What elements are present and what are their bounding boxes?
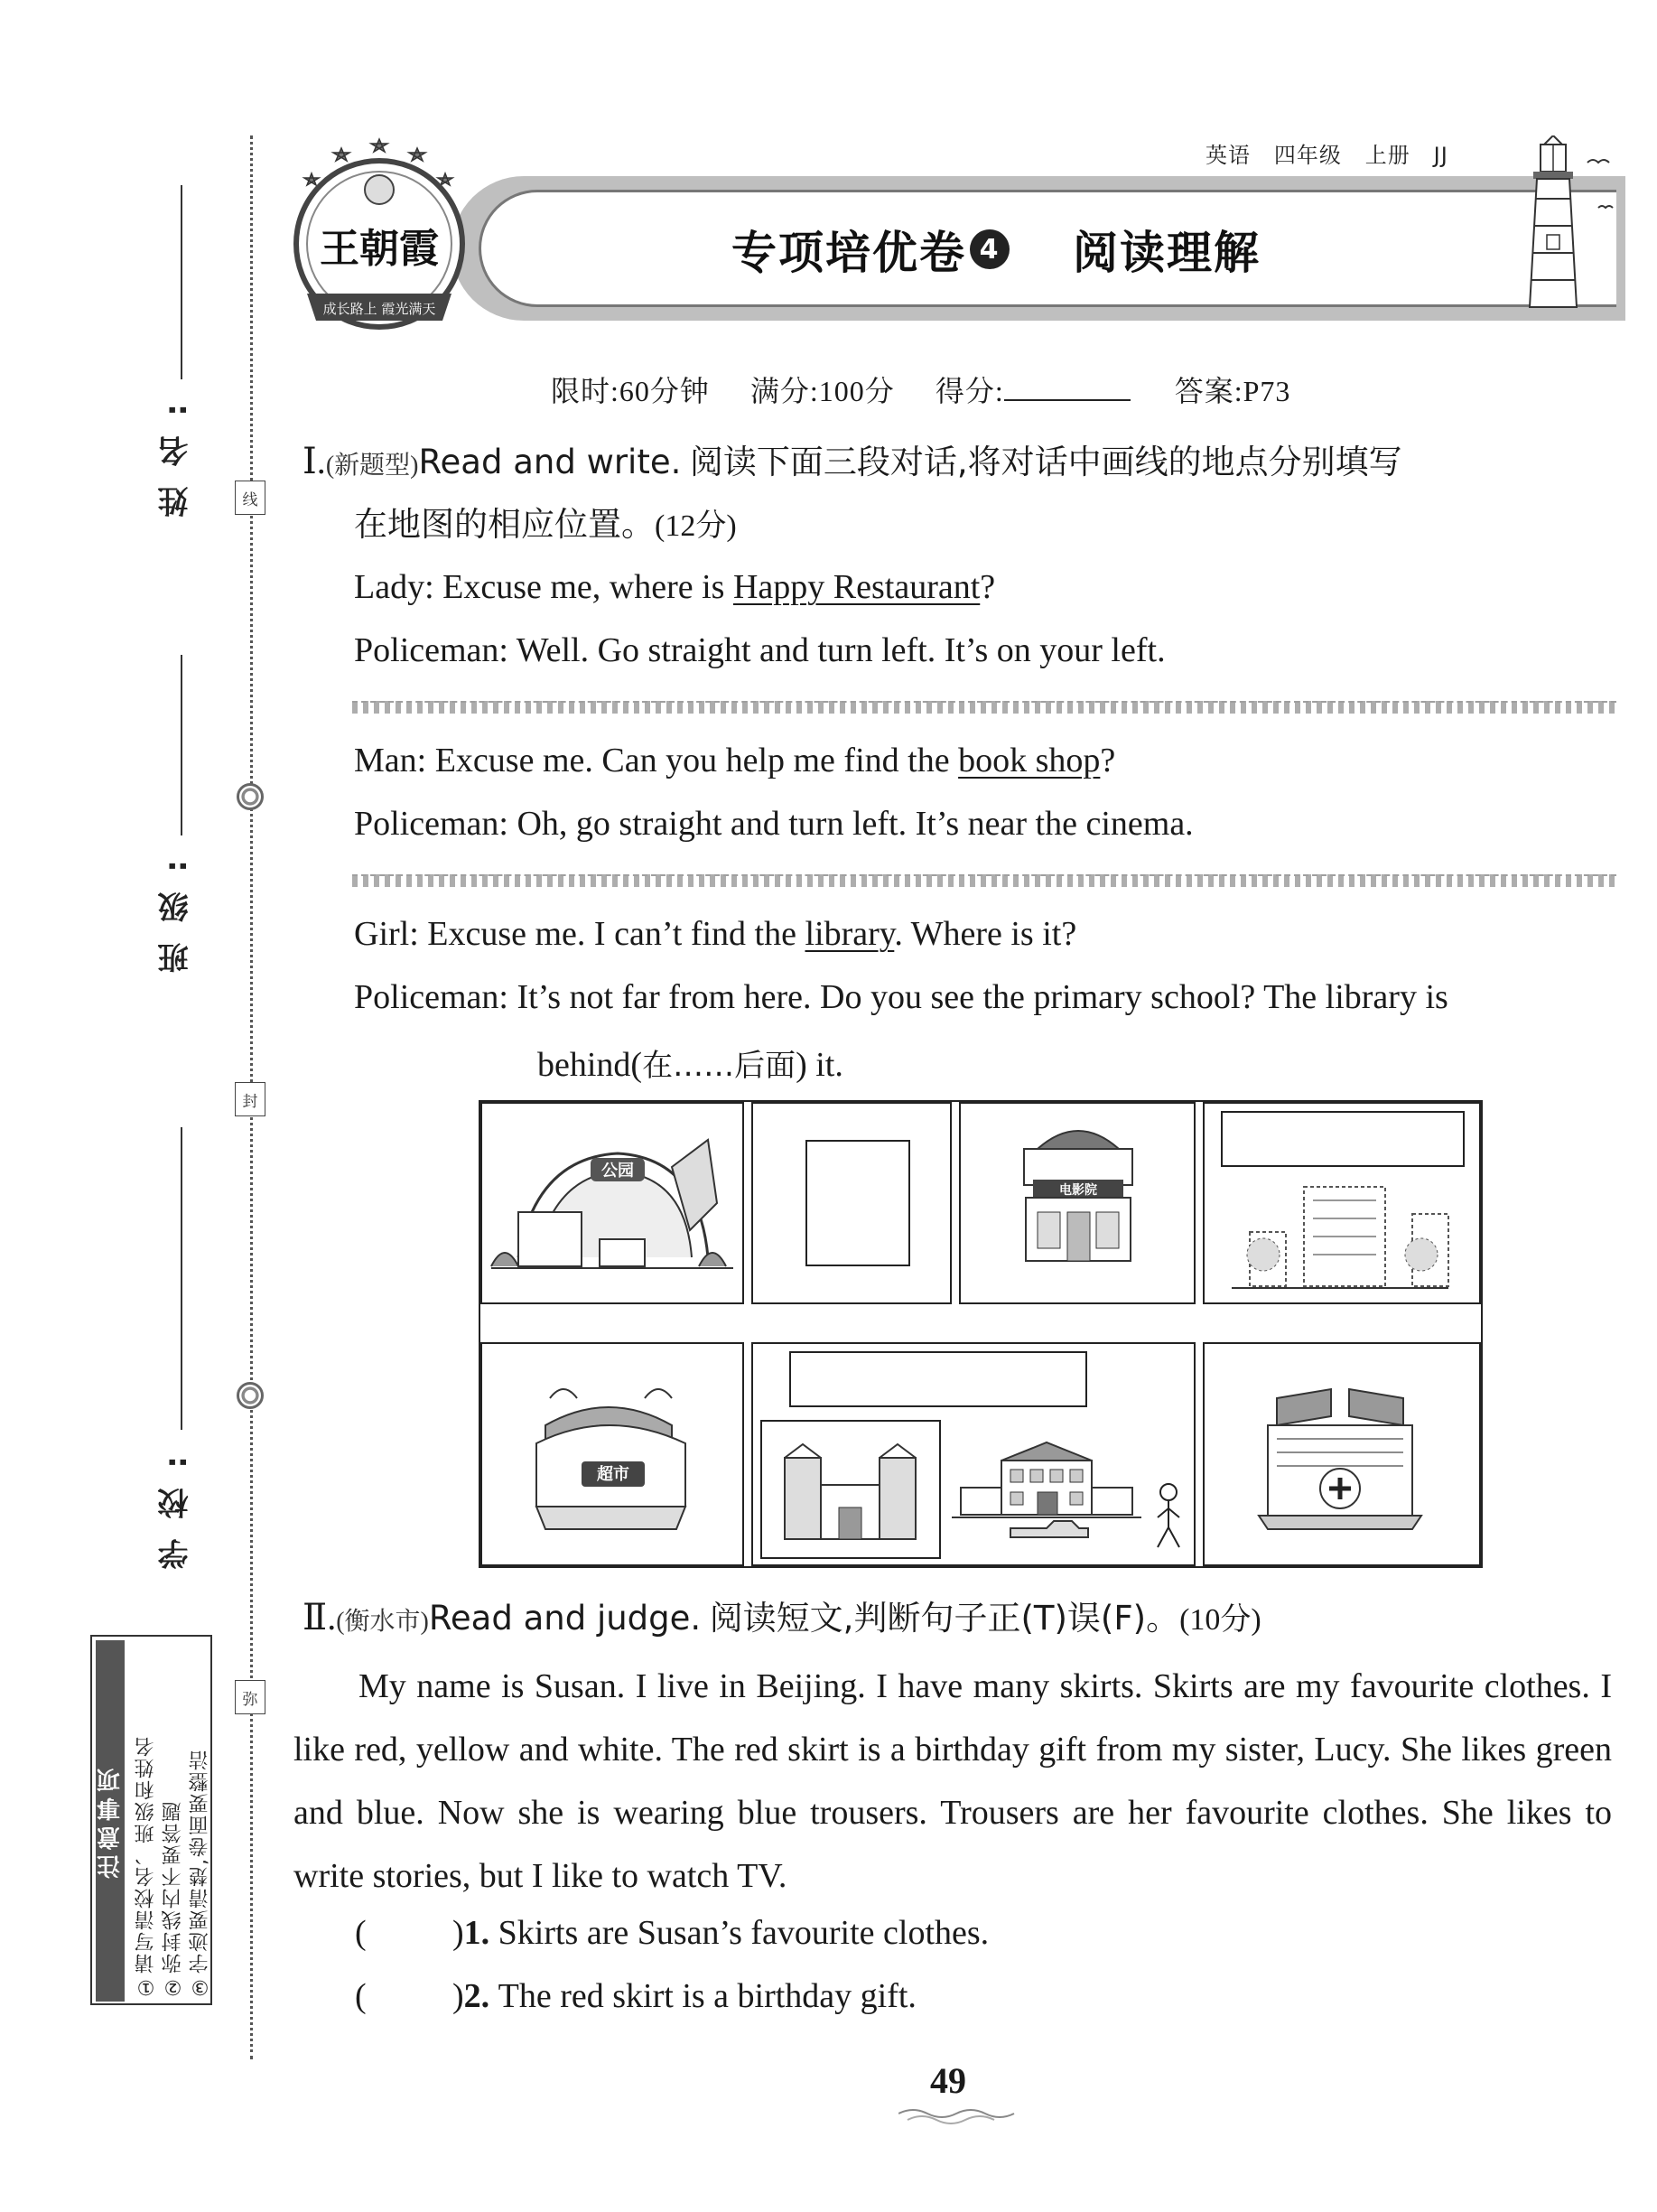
fill-in-box-1[interactable] xyxy=(805,1140,910,1266)
section-1-roman: Ⅰ. xyxy=(303,441,326,481)
dialog-1-line-2: Policeman: Well. Go straight and turn left. It’s on your left. xyxy=(354,631,1166,669)
binding-mark-seal-2: 弥 xyxy=(235,1680,265,1714)
underlined-place-bookshop: book shop xyxy=(958,742,1101,779)
page-number: 49 xyxy=(930,2060,966,2101)
binding-gear-icon xyxy=(237,783,264,810)
person-icon xyxy=(1150,1481,1187,1554)
dialog-3-line-1: Girl: Excuse me. I can’t find the library. Where is it? xyxy=(354,915,1077,953)
binding-mark-line: 线 xyxy=(235,481,265,515)
name-input-line[interactable] xyxy=(181,185,182,379)
grade: 四年级 xyxy=(1273,143,1342,168)
school-label: 学校: xyxy=(158,1436,194,1570)
passage-text: My name is Susan. I live in Beijing. I have many skirts. Skirts are my favourite clothes. I like red, yellow and white. The red skirt is a birthday gift from my sister, Lucy. She likes green and blue. Now she is wearing blue trousers. Trousers are her favourite clothes. She likes to write stories, but I like to watch TV. xyxy=(293,1667,1612,1895)
lighthouse-icon xyxy=(1481,135,1625,316)
brand-name: 王朝霞 xyxy=(320,226,439,272)
school-input-line[interactable] xyxy=(181,1127,182,1430)
dialog-3-line-2: Policeman: It’s not far from here. Do you see the primary school? The library is xyxy=(354,978,1448,1016)
answer-slot-2[interactable]: ( xyxy=(355,1977,367,2015)
book-meta xyxy=(1206,137,1448,169)
section-1-instruction-cn: 阅读下面三段对话,将对话中画线的地点分别填写 xyxy=(689,443,1402,481)
reading-passage xyxy=(293,1655,1612,1908)
fill-in-box-3[interactable] xyxy=(789,1351,1087,1407)
page-title xyxy=(731,217,1261,282)
map-block-cinema xyxy=(959,1102,1196,1304)
question-1: ( )1. Skirts are Susan’s favourite clothes. xyxy=(355,1914,990,1952)
map-block-library xyxy=(760,1420,941,1559)
street-map xyxy=(479,1100,1483,1568)
time-limit: 限时:60分钟 xyxy=(551,375,710,407)
section-2-points: (10分) xyxy=(1179,1603,1261,1637)
question-1-text: Skirts are Susan’s favourite clothes. xyxy=(498,1914,990,1952)
question-2-number: 2. xyxy=(463,1977,490,2015)
map-block-school xyxy=(751,1342,1196,1566)
section-2-instruction-cn: 阅读短文,判断句子正(T)误(F)。 xyxy=(709,1599,1180,1638)
map-block-blank-2 xyxy=(1203,1102,1481,1304)
question-2-text: The red skirt is a birthday gift. xyxy=(498,1977,917,2015)
underlined-place-library: library xyxy=(805,915,895,953)
section-1-instruction-cn2: 在地图的相应位置。 xyxy=(354,505,655,544)
fill-in-box-2[interactable] xyxy=(1221,1111,1465,1167)
title-number-badge: 4 xyxy=(970,229,1010,269)
class-label: 班级: xyxy=(158,840,194,974)
cinema-building-icon xyxy=(961,1104,1194,1302)
notice-item-1: ①请写清校名、班级和姓名 xyxy=(135,1735,157,1998)
section-1-instruction-en: Read and write. xyxy=(418,443,682,481)
dialog-2-line-1: Man: Excuse me. Can you help me find the book shop? xyxy=(354,742,1116,779)
score-label: 得分: xyxy=(935,375,1004,407)
section-1-points: (12分) xyxy=(655,509,737,543)
class-field xyxy=(154,840,198,974)
notice-item-3: ③字迹要清楚,卷面要整洁 xyxy=(189,1749,211,1998)
supermarket-building-icon xyxy=(482,1344,742,1564)
exam-limits xyxy=(551,369,1290,410)
brand-logo xyxy=(280,135,479,343)
section-1-heading-cont xyxy=(354,495,737,556)
class-input-line[interactable] xyxy=(181,655,182,835)
brand-sub: 成长路上 霞光满天 xyxy=(322,301,436,317)
title-prefix: 专项培优卷 xyxy=(731,227,966,279)
map-block-park xyxy=(480,1102,744,1304)
hospital-building-icon xyxy=(1205,1344,1479,1564)
subject: 英语 xyxy=(1206,143,1251,168)
restaurant-building-icon xyxy=(1205,1169,1479,1304)
dialog-1-line-1: Lady: Excuse me, where is Happy Restaurant? xyxy=(354,568,996,606)
question-1-number: 1. xyxy=(463,1914,490,1952)
full-score: 满分:100分 xyxy=(749,375,895,407)
score-input[interactable] xyxy=(1004,399,1131,401)
dialog-2-line-2: Policeman: Oh, go straight and turn left. It’s near the cinema. xyxy=(354,805,1194,843)
notice-item-2: ②弥封线内不要答题 xyxy=(162,1800,184,1998)
school-field xyxy=(154,1436,198,1570)
underlined-place-restaurant: Happy Restaurant xyxy=(732,568,981,606)
section-2-roman: Ⅱ. xyxy=(303,1597,337,1638)
dialog-3-line-3: behind(在……后面) it. xyxy=(537,1046,843,1084)
park-label: 公园 xyxy=(601,1162,634,1181)
edition: JJ xyxy=(1433,143,1448,168)
binding-mark-seal: 封 xyxy=(235,1082,265,1116)
dialog-divider xyxy=(352,701,1616,714)
notice-title: 注意事项 xyxy=(96,1640,125,2002)
name-label: 姓名: xyxy=(158,384,194,518)
question-2: ( )2. The red skirt is a birthday gift. xyxy=(355,1977,917,2015)
binding-gear-icon xyxy=(237,1382,264,1409)
map-block-hospital xyxy=(1203,1342,1481,1566)
section-2-instruction-en: Read and judge. xyxy=(428,1599,702,1638)
library-building-icon xyxy=(762,1422,939,1557)
section-2-tag: (衡水市) xyxy=(336,1608,429,1636)
section-2-heading xyxy=(303,1588,1261,1652)
title-topic: 阅读理解 xyxy=(1073,227,1261,279)
park-gate-icon xyxy=(482,1104,742,1302)
map-block-blank-1 xyxy=(751,1102,952,1304)
section-1-tag: (新题型) xyxy=(325,452,419,480)
dialog-divider xyxy=(352,874,1616,887)
cinema-label: 电影院 xyxy=(1059,1183,1097,1198)
map-block-supermarket xyxy=(480,1342,744,1566)
answer-ref: 答案:P73 xyxy=(1174,375,1291,407)
notice-box xyxy=(90,1635,212,2005)
answer-slot-1[interactable]: ( xyxy=(355,1914,367,1952)
name-field xyxy=(154,384,198,518)
volume: 上册 xyxy=(1364,143,1410,168)
section-1-heading xyxy=(303,432,1402,496)
page-number-wave-icon xyxy=(898,2106,1016,2124)
supermarket-label: 超市 xyxy=(597,1465,629,1484)
